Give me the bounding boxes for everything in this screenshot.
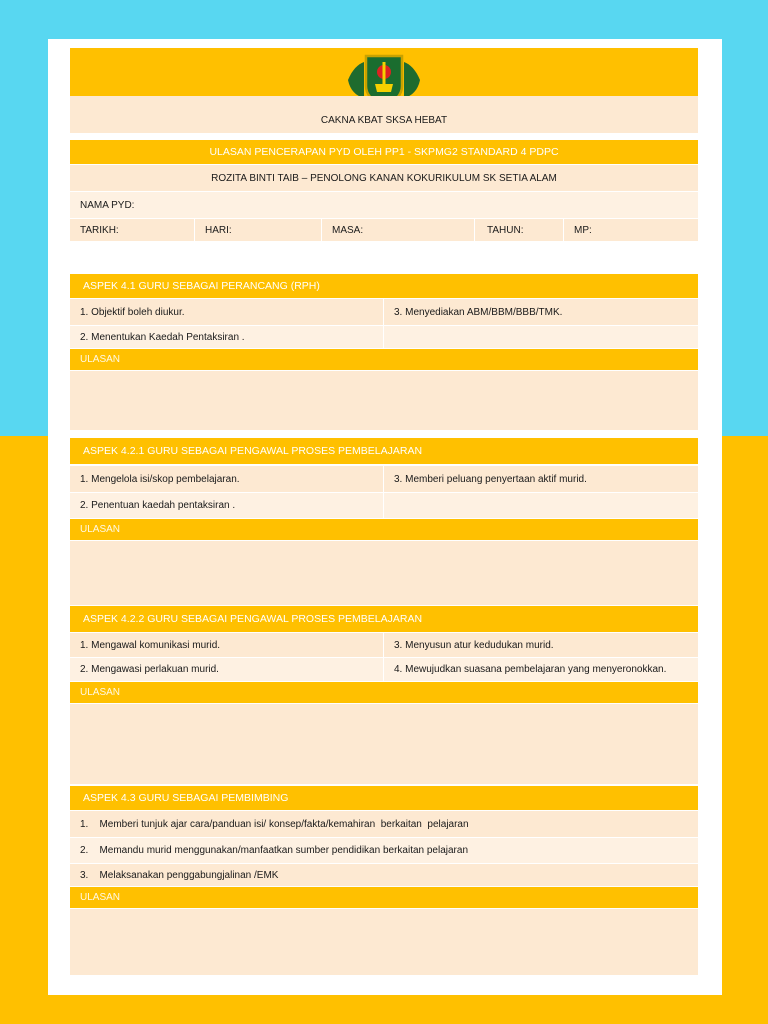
ulasan-label: ULASAN	[80, 687, 121, 698]
form-title-bar	[70, 140, 698, 164]
section-4-2-1-row-1	[70, 466, 698, 492]
section-title: ASPEK 4.2.2 GURU SEBAGAI PENGAWAL PROSES PEMBELAJARAN	[83, 613, 423, 625]
section-4-2-2-header	[70, 606, 698, 632]
section-title: ASPEK 4.1 GURU SEBAGAI PERANCANG (RPH)	[83, 280, 320, 292]
masa-field[interactable]	[322, 219, 474, 241]
section-4-3-item-1	[70, 811, 698, 837]
criteria-text: 2. Memandu murid menggunakan/manfaatkan sumber pendidikan berkaitan pelajaran	[80, 845, 469, 856]
ulasan-field[interactable]	[70, 909, 698, 975]
criteria-item	[70, 466, 383, 492]
ulasan-bar	[70, 519, 698, 540]
section-title: ASPEK 4.3 GURU SEBAGAI PEMBIMBING	[83, 792, 289, 804]
section-4-2-2-row-2	[70, 658, 698, 681]
criteria-item	[70, 493, 383, 518]
details-row	[70, 219, 698, 241]
criteria-text: 2. Mengawasi perlakuan murid.	[80, 664, 219, 675]
nama-pyd-label: NAMA PYD:	[80, 199, 135, 211]
section-4-3-header	[70, 786, 698, 810]
criteria-item	[384, 493, 698, 518]
tarikh-field[interactable]	[70, 219, 194, 241]
observer-row	[70, 165, 698, 191]
header-banner	[70, 48, 698, 96]
section-4-2-2-row-1	[70, 633, 698, 657]
nama-pyd-row[interactable]	[70, 192, 698, 218]
motto-text: CAKNA KBAT SKSA HEBAT	[320, 115, 448, 126]
section-4-1-row-2	[70, 326, 698, 348]
section-4-3-item-3	[70, 864, 698, 886]
criteria-item	[70, 326, 383, 348]
criteria-text: 3. Melaksanakan penggabungjalinan /EMK	[80, 869, 279, 881]
hari-label: HARI:	[205, 224, 232, 236]
criteria-text: 1. Objektif boleh diukur.	[80, 306, 185, 318]
criteria-text: 3. Menyediakan ABM/BBM/BBB/TMK.	[394, 306, 563, 318]
criteria-text: 2. Penentuan kaedah pentaksiran .	[80, 500, 236, 511]
criteria-item	[384, 466, 698, 492]
masa-label: MASA:	[332, 224, 364, 236]
section-4-2-1-row-2	[70, 493, 698, 518]
section-4-1-row-1	[70, 299, 698, 325]
section-4-1-header	[70, 274, 698, 298]
criteria-text: 1. Memberi tunjuk ajar cara/panduan isi/ konsep/fakta/kemahiran berkaitan pelajaran	[80, 818, 469, 830]
ulasan-label: ULASAN	[80, 354, 121, 365]
section-4-2-1-header	[70, 438, 698, 464]
ulasan-field[interactable]	[70, 371, 698, 430]
motto-row	[70, 96, 698, 133]
ulasan-bar	[70, 349, 698, 370]
ulasan-field[interactable]	[70, 541, 698, 605]
ulasan-bar	[70, 887, 698, 908]
hari-field[interactable]	[195, 219, 321, 241]
observer-text: ROZITA BINTI TAIB – PENOLONG KANAN KOKURIKULUM SK SETIA ALAM	[211, 172, 557, 184]
criteria-text: 3. Menyusun atur kedudukan murid.	[394, 639, 554, 651]
tarikh-label: TARIKH:	[80, 224, 119, 236]
criteria-item	[384, 299, 698, 325]
form-title: ULASAN PENCERAPAN PYD OLEH PP1 - SKPMG2 STANDARD 4 PDPC	[209, 146, 559, 158]
tahun-field[interactable]	[475, 219, 563, 241]
criteria-item	[70, 633, 383, 657]
criteria-item	[70, 299, 383, 325]
section-title: ASPEK 4.2.1 GURU SEBAGAI PENGAWAL PROSES PEMBELAJARAN	[83, 445, 423, 457]
tahun-label: TAHUN:	[487, 224, 524, 236]
ulasan-field[interactable]	[70, 704, 698, 784]
criteria-text: 1. Mengawal komunikasi murid.	[80, 639, 221, 651]
criteria-item	[384, 633, 698, 657]
section-4-3-item-2	[70, 838, 698, 863]
criteria-text: 1. Mengelola isi/skop pembelajaran.	[80, 473, 240, 485]
criteria-text: 4. Mewujudkan suasana pembelajaran yang menyeronokkan.	[394, 664, 667, 675]
ulasan-label: ULASAN	[80, 524, 121, 535]
criteria-text: 3. Memberi peluang penyertaan aktif murid.	[394, 473, 587, 485]
ulasan-bar	[70, 682, 698, 703]
mp-label: MP:	[574, 224, 592, 236]
criteria-text: 2. Menentukan Kaedah Pentaksiran .	[80, 331, 245, 343]
ulasan-label: ULASAN	[80, 892, 121, 903]
criteria-item	[384, 658, 698, 681]
criteria-item	[70, 658, 383, 681]
criteria-item	[384, 326, 698, 348]
mp-field[interactable]	[564, 219, 698, 241]
